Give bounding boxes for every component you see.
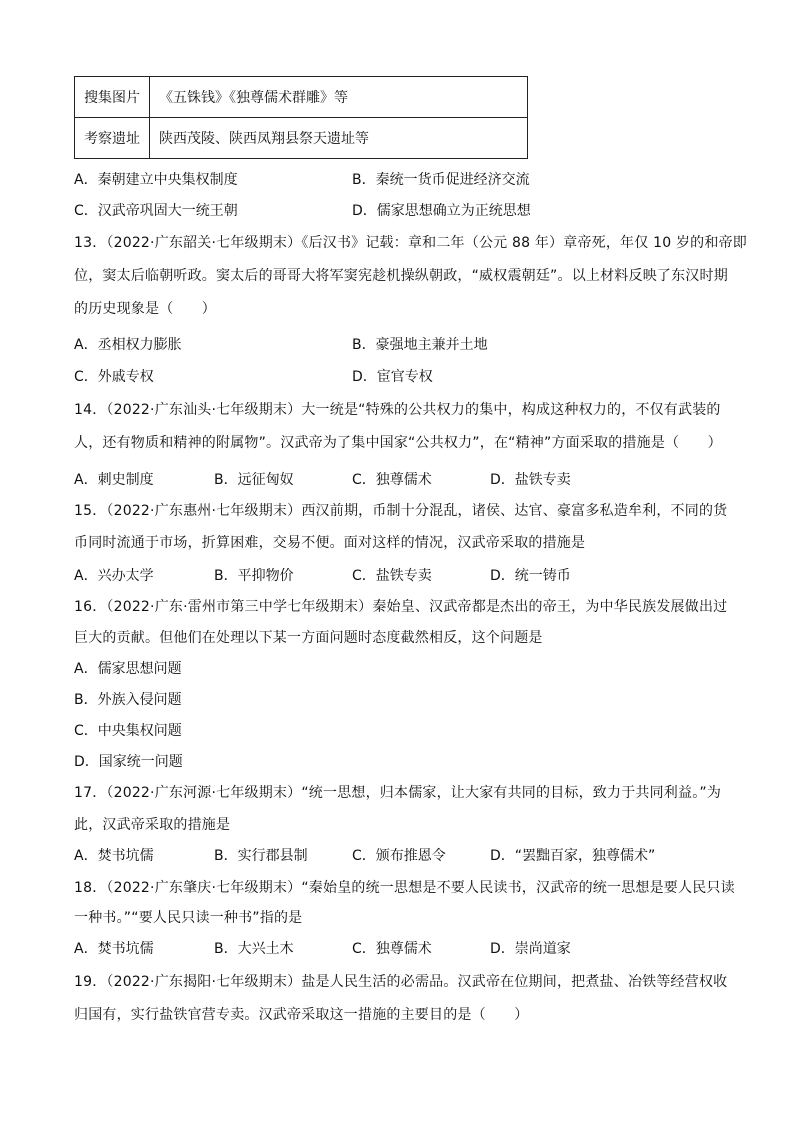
q13-option-a: A．丞相权力膨胀 — [74, 337, 182, 353]
q18-option-c: C．独尊儒术 — [352, 941, 432, 957]
q18-option-d: D．崇尚道家 — [490, 941, 571, 957]
q18-stem-line: 一种书。”“要人民只读一种书”指的是 — [74, 910, 303, 926]
table-row — [75, 118, 528, 159]
q17-stem-line: 此，汉武帝采取的措施是 — [74, 817, 231, 833]
q13-option-d: D．宦官专权 — [352, 369, 433, 385]
q13-stem-line: 的历史现象是（ ） — [74, 301, 216, 317]
q18-option-a: A．焚书坑儒 — [74, 941, 154, 957]
q19-stem-line: 归国有，实行盐铁官营专卖。汉武帝采取这一措施的主要目的是（ ） — [74, 1007, 529, 1023]
q12-option-a: A．秦朝建立中央集权制度 — [74, 172, 238, 188]
q16-option-b: B．外族入侵问题 — [74, 692, 182, 708]
q13-stem-line: 13．（2022·广东韶关·七年级期末）《后汉书》记载：章和二年（公元 88 年）章帝死，年仅 10 岁的和帝即 — [74, 235, 747, 251]
q18-stem-line: 18．（2022·广东肇庆·七年级期末）“秦始皇的统一思想是不要人民读书，汉武帝的统一思想是要人民只读 — [74, 880, 735, 896]
q15-option-a: A．兴办太学 — [74, 568, 154, 584]
q15-option-d: D．统一铸币 — [490, 568, 571, 584]
q12-option-d: D．儒家思想确立为正统思想 — [352, 203, 531, 219]
q15-stem-line: 币同时流通于市场，折算困难，交易不便。面对这样的情况，汉武帝采取的措施是 — [74, 535, 586, 551]
q13-option-c: C．外戚专权 — [74, 369, 154, 385]
table-cell-value: 陕西茂陵、陕西凤翔县祭天遗址等 — [150, 118, 528, 159]
q16-option-c: C．中央集权问题 — [74, 723, 182, 739]
q14-option-b: B．远征匈奴 — [214, 472, 294, 488]
table-row — [75, 77, 528, 118]
q16-option-d: D．国家统一问题 — [74, 754, 183, 770]
q16-option-a: A．儒家思想问题 — [74, 661, 182, 677]
q17-option-b: B．实行郡县制 — [214, 848, 308, 864]
q17-option-a: A．焚书坑儒 — [74, 848, 154, 864]
q17-option-c: C．颁布推恩令 — [352, 848, 446, 864]
q14-option-d: D．盐铁专卖 — [490, 472, 571, 488]
q15-option-b: B．平抑物价 — [214, 568, 294, 584]
q14-stem-line: 14．（2022·广东汕头·七年级期末）大一统是“特殊的公共权力的集中，构成这种权力的，不仅有武装的 — [74, 402, 721, 418]
q14-option-a: A．刺史制度 — [74, 472, 154, 488]
q12-option-c: C．汉武帝巩固大一统王朝 — [74, 203, 238, 219]
q16-stem-line: 16．（2022·广东·雷州市第三中学七年级期末）秦始皇、汉武帝都是杰出的帝王，为中华民族发展做出过 — [74, 599, 728, 615]
q14-option-c: C．独尊儒术 — [352, 472, 432, 488]
q17-option-d: D．“罢黜百家，独尊儒术” — [490, 848, 656, 864]
table-cell-key: 考察遗址 — [75, 118, 150, 159]
q15-option-c: C．盐铁专卖 — [352, 568, 432, 584]
q17-stem-line: 17．（2022·广东河源·七年级期末）“统一思想，归本儒家，让大家有共同的目标，致力于共同利益。”为 — [74, 785, 722, 801]
q12-option-b: B．秦统一货币促进经济交流 — [352, 172, 530, 188]
table-cell-key: 搜集图片 — [75, 77, 150, 118]
q16-stem-line: 巨大的贡献。但他们在处理以下某一方面问题时态度截然相反，这个问题是 — [74, 630, 543, 646]
info-table — [74, 76, 528, 159]
q15-stem-line: 15．（2022·广东惠州·七年级期末）西汉前期，币制十分混乱，诸侯、达官、豪富多私造牟利，不同的货 — [74, 503, 728, 519]
table-cell-value: 《五铢钱》《独尊儒术群雕》等 — [150, 77, 528, 118]
q18-option-b: B．大兴土木 — [214, 941, 294, 957]
q13-stem-line: 位，窦太后临朝听政。窦太后的哥哥大将军窦宪趁机操纵朝政，“威权震朝廷”。以上材料反映了东汉时期 — [74, 268, 728, 284]
q14-stem-line: 人，还有物质和精神的附属物”。汉武帝为了集中国家“公共权力”，在“精神”方面采取的措施是（ ） — [74, 435, 722, 451]
q13-option-b: B．豪强地主兼并土地 — [352, 337, 488, 353]
q19-stem-line: 19．（2022·广东揭阳·七年级期末）盐是人民生活的必需品。汉武帝在位期间，把煮盐、冶铁等经营权收 — [74, 974, 728, 990]
